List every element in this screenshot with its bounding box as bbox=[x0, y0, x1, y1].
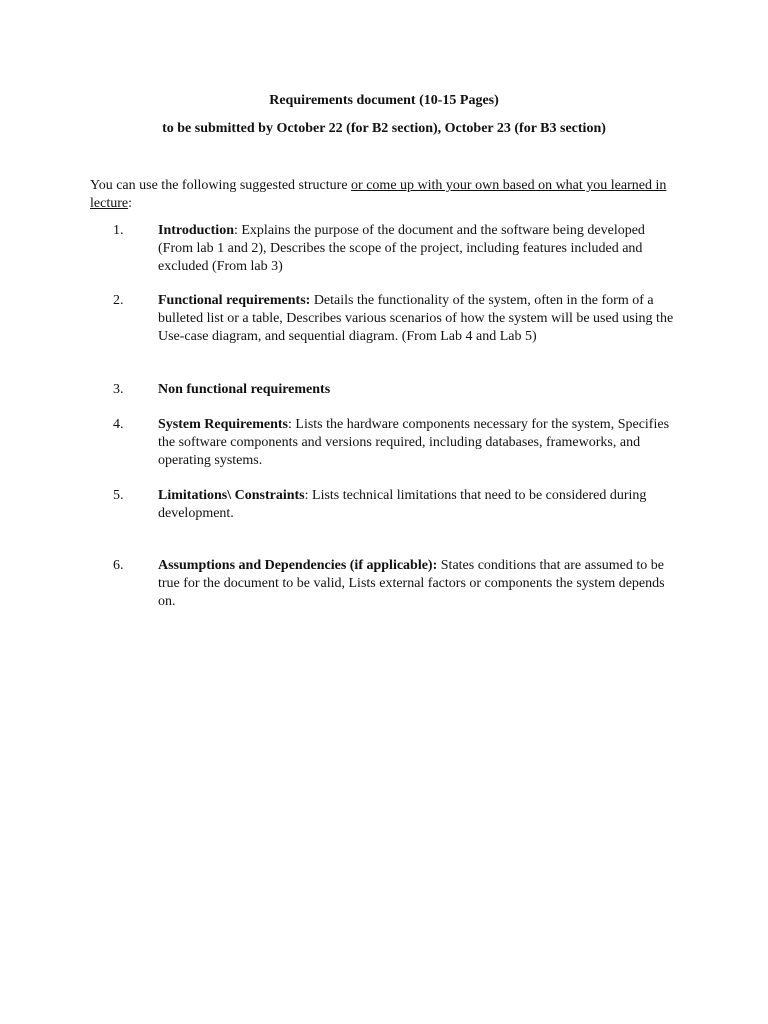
list-item-number: 3. bbox=[113, 382, 124, 397]
list-item-body bbox=[158, 381, 680, 399]
list-item-text: : Lists technical limitations that need to be considered during development. bbox=[158, 488, 647, 521]
intro-colon: : bbox=[128, 196, 132, 211]
list-item-number: 2. bbox=[113, 293, 124, 308]
list-item-heading: Introduction bbox=[158, 223, 234, 238]
list-item-body bbox=[158, 487, 680, 523]
list-item-text: : Explains the purpose of the document and the software being developed (From lab 1 and 2), Describes the scope of the project, including features included and excluded (From lab 3) bbox=[158, 223, 645, 274]
list-item-body bbox=[158, 222, 680, 276]
list-item-text: : Lists the hardware components necessary for the system, Specifies the software components and versions required, including databases, frameworks, and operating systems. bbox=[158, 417, 670, 468]
list-item-body bbox=[158, 557, 680, 611]
list-item-number: 1. bbox=[113, 223, 124, 238]
submission-deadline: to be submitted by October 22 (for B2 section), October 23 (for B3 section) bbox=[162, 121, 606, 136]
intro-underlined-text: or come up with your own based on what you learned in lecture bbox=[90, 178, 667, 211]
intro-paragraph bbox=[90, 177, 680, 213]
intro-text: You can use the following suggested structure bbox=[90, 178, 352, 193]
list-item-heading: Limitations\ Constraints bbox=[158, 488, 305, 503]
list-item-body bbox=[158, 416, 680, 470]
list-item-body bbox=[158, 292, 680, 346]
document-title: Requirements document (10-15 Pages) bbox=[269, 93, 499, 108]
list-item-heading: Non functional requirements bbox=[158, 382, 331, 397]
list-item-heading: Assumptions and Dependencies (if applicable): bbox=[158, 558, 438, 573]
list-item-heading: Functional requirements: bbox=[158, 293, 311, 308]
list-item-heading: System Requirements bbox=[158, 417, 289, 432]
list-item-number: 5. bbox=[113, 488, 124, 503]
list-item-text: Details the functionality of the system, often in the form of a bulleted list or a table, Describes various scenarios of how the system will be used using the Use-case diagram, and sequential diagram. (From Lab 4 and Lab 5) bbox=[158, 293, 674, 344]
list-item-number: 6. bbox=[113, 558, 124, 573]
list-item-text: States conditions that are assumed to be true for the document to be valid, Lists external factors or components the system depends on. bbox=[158, 558, 665, 609]
list-item-number: 4. bbox=[113, 417, 124, 432]
